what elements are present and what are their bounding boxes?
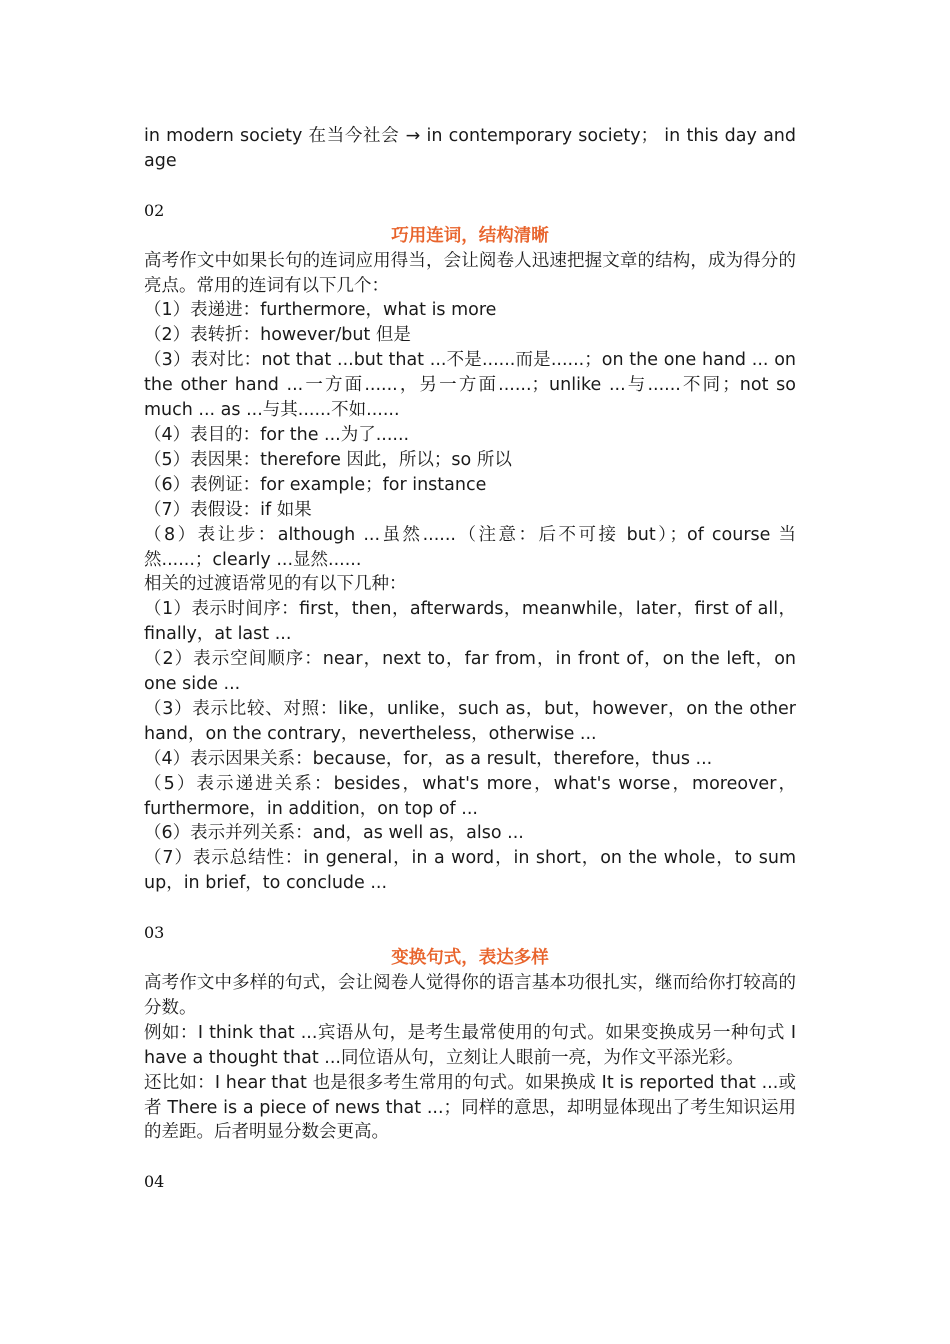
- paragraph: （2）表示空间顺序：near，next to，far from，in front of，on the left，on one side ...: [144, 649, 796, 695]
- paragraph: （1）表递进：furthermore，what is more: [144, 300, 497, 321]
- document-page: [144, 124, 796, 1195]
- paragraph: （6）表例证：for example；for instance: [144, 474, 487, 495]
- paragraph: （3）表示比较、对照：like，unlike，such as，but，however，on the other hand，on the contrary，nevertheless，otherwise ...: [144, 698, 796, 744]
- spacer: [144, 1145, 796, 1170]
- section-title-03: 变换句式，表达多样: [391, 948, 549, 969]
- section-title-02: 巧用连词，结构清晰: [391, 225, 549, 246]
- section-number-02: 02: [144, 200, 165, 220]
- paragraph: （6）表示并列关系：and，as well as，also ...: [144, 823, 524, 844]
- section-number-04: 04: [144, 1172, 165, 1192]
- paragraph: （5）表示递进关系：besides，what's more，what's worse，moreover，furthermore，in addition，on top of ...: [144, 773, 796, 819]
- paragraph: （3）表对比：not that ...but that ...不是......而是......；on the one hand ... on the other hand ...一方面......，另一方面......；unlike ...与......不同；not so much ... as ...与其......不如......: [144, 350, 796, 421]
- paragraph: （1）表示时间序：first，then，afterwards，meanwhile，later，first of all，finally，at last ...: [144, 599, 796, 645]
- paragraph: （7）表示总结性：in general，in a word，in short，on the whole，to sum up，in brief，to conclude ...: [144, 848, 796, 894]
- paragraph: 高考作文中多样的句式，会让阅卷人觉得你的语言基本功很扎实，继而给你打较高的分数。: [144, 973, 796, 1018]
- paragraph: （7）表假设：if 如果: [144, 499, 312, 520]
- section-number-03: 03: [144, 923, 165, 943]
- spacer: [144, 174, 796, 199]
- paragraph: 高考作文中如果长句的连词应用得当，会让阅卷人迅速把握文章的结构，成为得分的亮点。常用的连词有以下几个：: [144, 250, 796, 296]
- intro-line: in modern society 在当今社会 → in contemporary society； in this day and age: [144, 126, 796, 171]
- paragraph: （5）表因果：therefore 因此，所以；so 所以: [144, 449, 512, 470]
- paragraph: 相关的过渡语常见的有以下几种：: [144, 574, 407, 595]
- paragraph: （2）表转折：however/but 但是: [144, 325, 411, 346]
- paragraph: （8）表让步：although ...虽然......（注意：后不可接 but）；of course 当然......；clearly ...显然......: [144, 524, 796, 570]
- paragraph: （4）表示因果关系：because，for，as a result，therefore，thus ...: [144, 748, 713, 769]
- spacer: [144, 896, 796, 921]
- paragraph: 例如：I think that ...宾语从句，是考生最常使用的句式。如果变换成另一种句式 I have a thought that ...同位语从句，立刻让人眼前一亮，为作文平添光彩。: [144, 1022, 796, 1068]
- paragraph: （4）表目的：for the ...为了......: [144, 424, 410, 445]
- paragraph: 还比如：I hear that 也是很多考生常用的句式。如果换成 It is reported that ...或者 There is a piece of news that ...；同样的意思，却明显体现出了考生知识运用的差距。后者明显分数会更高。: [144, 1072, 796, 1143]
